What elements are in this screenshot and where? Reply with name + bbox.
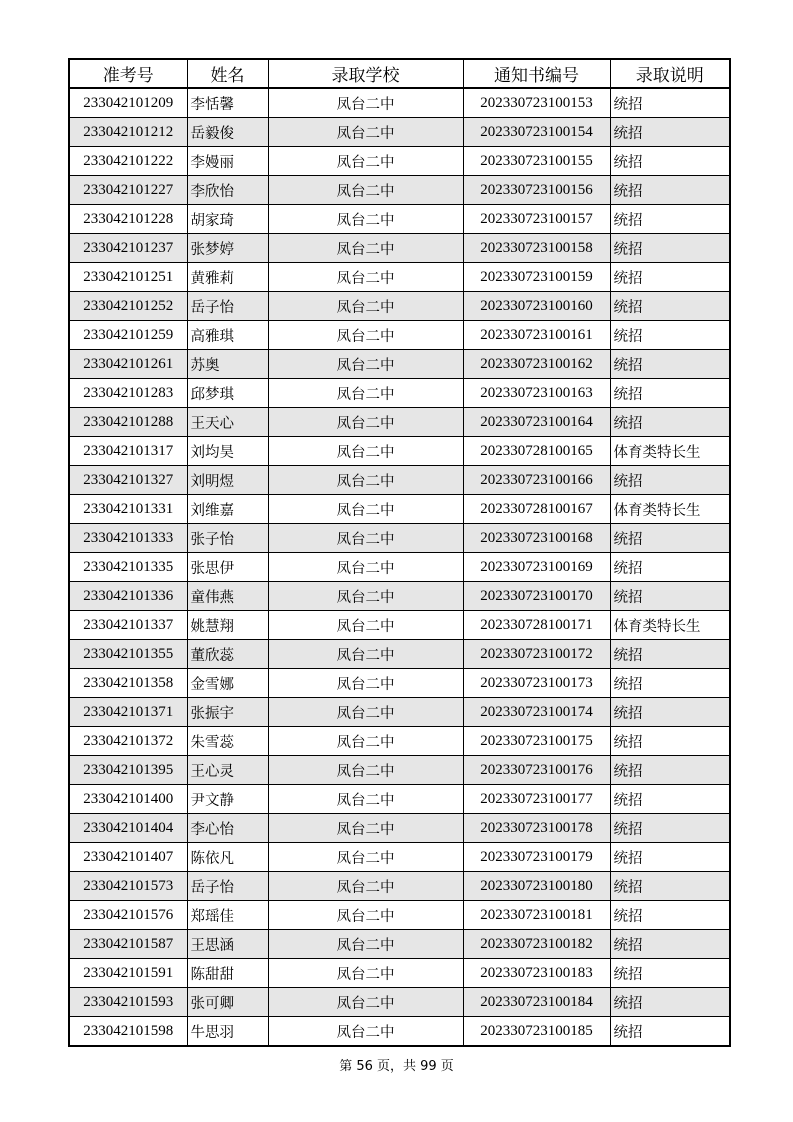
table-row — [69, 176, 730, 205]
school-cell: 凤台二中 — [268, 611, 463, 640]
table-row — [69, 292, 730, 321]
student-name-cell: 张梦婷 — [187, 234, 268, 263]
notice-number-cell: 202330723100160 — [463, 292, 610, 321]
table-row — [69, 582, 730, 611]
header-exam-number: 准考号 — [69, 59, 187, 88]
exam-number-cell: 233042101259 — [69, 321, 187, 350]
exam-number-cell: 233042101252 — [69, 292, 187, 321]
admission-note-cell: 统招 — [610, 814, 730, 843]
exam-number-cell: 233042101228 — [69, 205, 187, 234]
admission-note-cell: 统招 — [610, 843, 730, 872]
notice-number-cell: 202330723100156 — [463, 176, 610, 205]
exam-number-cell: 233042101209 — [69, 88, 187, 118]
exam-number-cell: 233042101593 — [69, 988, 187, 1017]
admission-note-cell: 统招 — [610, 292, 730, 321]
school-cell: 凤台二中 — [268, 350, 463, 379]
school-cell: 凤台二中 — [268, 263, 463, 292]
exam-number-cell: 233042101251 — [69, 263, 187, 292]
admission-note-cell: 统招 — [610, 698, 730, 727]
admission-note-cell: 统招 — [610, 379, 730, 408]
student-name-cell: 朱雪蕊 — [187, 727, 268, 756]
notice-number-cell: 202330723100157 — [463, 205, 610, 234]
school-cell: 凤台二中 — [268, 292, 463, 321]
admission-note-cell: 统招 — [610, 466, 730, 495]
student-name-cell: 岳子怡 — [187, 872, 268, 901]
exam-number-cell: 233042101407 — [69, 843, 187, 872]
school-cell: 凤台二中 — [268, 669, 463, 698]
admission-note-cell: 统招 — [610, 408, 730, 437]
school-cell: 凤台二中 — [268, 756, 463, 785]
student-name-cell: 岳毅俊 — [187, 118, 268, 147]
notice-number-cell: 202330723100174 — [463, 698, 610, 727]
student-name-cell: 李嫚丽 — [187, 147, 268, 176]
student-name-cell: 陈甜甜 — [187, 959, 268, 988]
table-row — [69, 727, 730, 756]
exam-number-cell: 233042101227 — [69, 176, 187, 205]
exam-number-cell: 233042101587 — [69, 930, 187, 959]
table-header-row — [69, 59, 730, 88]
table-row — [69, 524, 730, 553]
admission-note-cell: 统招 — [610, 205, 730, 234]
exam-number-cell: 233042101336 — [69, 582, 187, 611]
admission-note-cell: 统招 — [610, 263, 730, 292]
school-cell: 凤台二中 — [268, 814, 463, 843]
admission-note-cell: 统招 — [610, 524, 730, 553]
notice-number-cell: 202330723100155 — [463, 147, 610, 176]
header-name: 姓名 — [187, 59, 268, 88]
school-cell: 凤台二中 — [268, 640, 463, 669]
exam-number-cell: 233042101283 — [69, 379, 187, 408]
school-cell: 凤台二中 — [268, 234, 463, 263]
exam-number-cell: 233042101591 — [69, 959, 187, 988]
student-name-cell: 郑瑶佳 — [187, 901, 268, 930]
exam-number-cell: 233042101395 — [69, 756, 187, 785]
table-row — [69, 872, 730, 901]
admission-note-cell: 统招 — [610, 930, 730, 959]
exam-number-cell: 233042101237 — [69, 234, 187, 263]
student-name-cell: 苏奥 — [187, 350, 268, 379]
notice-number-cell: 202330723100185 — [463, 1017, 610, 1047]
notice-number-cell: 202330723100177 — [463, 785, 610, 814]
student-name-cell: 董欣蕊 — [187, 640, 268, 669]
school-cell: 凤台二中 — [268, 205, 463, 234]
admission-note-cell: 统招 — [610, 785, 730, 814]
exam-number-cell: 233042101327 — [69, 466, 187, 495]
notice-number-cell: 202330723100154 — [463, 118, 610, 147]
student-name-cell: 黄雅莉 — [187, 263, 268, 292]
exam-number-cell: 233042101335 — [69, 553, 187, 582]
student-name-cell: 邱梦琪 — [187, 379, 268, 408]
table-row — [69, 88, 730, 118]
admission-note-cell: 统招 — [610, 756, 730, 785]
admission-note-cell: 统招 — [610, 901, 730, 930]
table-row — [69, 814, 730, 843]
exam-number-cell: 233042101576 — [69, 901, 187, 930]
notice-number-cell: 202330723100178 — [463, 814, 610, 843]
admission-note-cell: 体育类特长生 — [610, 611, 730, 640]
school-cell: 凤台二中 — [268, 1017, 463, 1047]
page-footer: 第 56 页，共 99 页 — [339, 1059, 454, 1074]
notice-number-cell: 202330723100168 — [463, 524, 610, 553]
school-cell: 凤台二中 — [268, 379, 463, 408]
notice-number-cell: 202330723100164 — [463, 408, 610, 437]
school-cell: 凤台二中 — [268, 959, 463, 988]
notice-number-cell: 202330723100176 — [463, 756, 610, 785]
notice-number-cell: 202330723100163 — [463, 379, 610, 408]
admission-note-cell: 统招 — [610, 872, 730, 901]
notice-number-cell: 202330723100158 — [463, 234, 610, 263]
admission-note-cell: 体育类特长生 — [610, 437, 730, 466]
school-cell: 凤台二中 — [268, 785, 463, 814]
table-row — [69, 930, 730, 959]
admission-note-cell: 统招 — [610, 147, 730, 176]
school-cell: 凤台二中 — [268, 930, 463, 959]
table-row — [69, 147, 730, 176]
notice-number-cell: 202330723100159 — [463, 263, 610, 292]
table-body — [69, 88, 730, 1046]
table-row — [69, 379, 730, 408]
admission-note-cell: 统招 — [610, 321, 730, 350]
table-row — [69, 466, 730, 495]
student-name-cell: 刘均昊 — [187, 437, 268, 466]
student-name-cell: 岳子怡 — [187, 292, 268, 321]
exam-number-cell: 233042101573 — [69, 872, 187, 901]
school-cell: 凤台二中 — [268, 988, 463, 1017]
admission-note-cell: 统招 — [610, 1017, 730, 1047]
school-cell: 凤台二中 — [268, 118, 463, 147]
school-cell: 凤台二中 — [268, 901, 463, 930]
exam-number-cell: 233042101222 — [69, 147, 187, 176]
notice-number-cell: 202330723100172 — [463, 640, 610, 669]
header-admission-note: 录取说明 — [610, 59, 730, 88]
admission-note-cell: 统招 — [610, 988, 730, 1017]
admission-note-cell: 统招 — [610, 88, 730, 118]
student-name-cell: 刘维嘉 — [187, 495, 268, 524]
admission-note-cell: 统招 — [610, 669, 730, 698]
student-name-cell: 张思伊 — [187, 553, 268, 582]
student-name-cell: 刘明煜 — [187, 466, 268, 495]
school-cell: 凤台二中 — [268, 147, 463, 176]
school-cell: 凤台二中 — [268, 408, 463, 437]
student-name-cell: 李恬馨 — [187, 88, 268, 118]
admission-table — [68, 58, 731, 1047]
table-row — [69, 756, 730, 785]
school-cell: 凤台二中 — [268, 88, 463, 118]
admission-note-cell: 统招 — [610, 176, 730, 205]
exam-number-cell: 233042101331 — [69, 495, 187, 524]
table-row — [69, 1017, 730, 1047]
admission-note-cell: 统招 — [610, 959, 730, 988]
student-name-cell: 李心怡 — [187, 814, 268, 843]
exam-number-cell: 233042101355 — [69, 640, 187, 669]
student-name-cell: 高雅琪 — [187, 321, 268, 350]
header-notice-number: 通知书编号 — [463, 59, 610, 88]
exam-number-cell: 233042101598 — [69, 1017, 187, 1047]
table-row — [69, 495, 730, 524]
school-cell: 凤台二中 — [268, 727, 463, 756]
student-name-cell: 尹文静 — [187, 785, 268, 814]
notice-number-cell: 202330723100169 — [463, 553, 610, 582]
exam-number-cell: 233042101317 — [69, 437, 187, 466]
notice-number-cell: 202330723100181 — [463, 901, 610, 930]
notice-number-cell: 202330723100161 — [463, 321, 610, 350]
table-row — [69, 988, 730, 1017]
school-cell: 凤台二中 — [268, 437, 463, 466]
notice-number-cell: 202330728100165 — [463, 437, 610, 466]
table-row — [69, 350, 730, 379]
notice-number-cell: 202330723100175 — [463, 727, 610, 756]
school-cell: 凤台二中 — [268, 321, 463, 350]
school-cell: 凤台二中 — [268, 582, 463, 611]
admission-note-cell: 统招 — [610, 118, 730, 147]
table-row — [69, 321, 730, 350]
student-name-cell: 王天心 — [187, 408, 268, 437]
table-row — [69, 611, 730, 640]
table-row — [69, 205, 730, 234]
table-row — [69, 843, 730, 872]
notice-number-cell: 202330723100182 — [463, 930, 610, 959]
student-name-cell: 张子怡 — [187, 524, 268, 553]
notice-number-cell: 202330723100183 — [463, 959, 610, 988]
admission-note-cell: 统招 — [610, 350, 730, 379]
school-cell: 凤台二中 — [268, 524, 463, 553]
table-row — [69, 234, 730, 263]
table-row — [69, 437, 730, 466]
student-name-cell: 张振宇 — [187, 698, 268, 727]
student-name-cell: 童伟燕 — [187, 582, 268, 611]
notice-number-cell: 202330723100170 — [463, 582, 610, 611]
exam-number-cell: 233042101261 — [69, 350, 187, 379]
notice-number-cell: 202330728100171 — [463, 611, 610, 640]
student-name-cell: 姚慧翔 — [187, 611, 268, 640]
table-row — [69, 698, 730, 727]
school-cell: 凤台二中 — [268, 495, 463, 524]
admission-note-cell: 统招 — [610, 640, 730, 669]
table-row — [69, 118, 730, 147]
student-name-cell: 牛思羽 — [187, 1017, 268, 1047]
table-row — [69, 263, 730, 292]
header-school: 录取学校 — [268, 59, 463, 88]
table-row — [69, 553, 730, 582]
school-cell: 凤台二中 — [268, 553, 463, 582]
school-cell: 凤台二中 — [268, 843, 463, 872]
table-row — [69, 640, 730, 669]
admission-note-cell: 统招 — [610, 582, 730, 611]
notice-number-cell: 202330723100166 — [463, 466, 610, 495]
school-cell: 凤台二中 — [268, 466, 463, 495]
exam-number-cell: 233042101212 — [69, 118, 187, 147]
exam-number-cell: 233042101337 — [69, 611, 187, 640]
exam-number-cell: 233042101288 — [69, 408, 187, 437]
notice-number-cell: 202330723100184 — [463, 988, 610, 1017]
notice-number-cell: 202330723100173 — [463, 669, 610, 698]
admission-note-cell: 体育类特长生 — [610, 495, 730, 524]
student-name-cell: 王思涵 — [187, 930, 268, 959]
exam-number-cell: 233042101358 — [69, 669, 187, 698]
school-cell: 凤台二中 — [268, 872, 463, 901]
exam-number-cell: 233042101333 — [69, 524, 187, 553]
admission-note-cell: 统招 — [610, 553, 730, 582]
student-name-cell: 李欣怡 — [187, 176, 268, 205]
table-row — [69, 669, 730, 698]
student-name-cell: 王心灵 — [187, 756, 268, 785]
student-name-cell: 金雪娜 — [187, 669, 268, 698]
admission-note-cell: 统招 — [610, 234, 730, 263]
school-cell: 凤台二中 — [268, 698, 463, 727]
table-row — [69, 785, 730, 814]
student-name-cell: 陈依凡 — [187, 843, 268, 872]
student-name-cell: 胡家琦 — [187, 205, 268, 234]
notice-number-cell: 202330723100180 — [463, 872, 610, 901]
school-cell: 凤台二中 — [268, 176, 463, 205]
table-row — [69, 901, 730, 930]
exam-number-cell: 233042101372 — [69, 727, 187, 756]
exam-number-cell: 233042101404 — [69, 814, 187, 843]
student-name-cell: 张可卿 — [187, 988, 268, 1017]
admission-note-cell: 统招 — [610, 727, 730, 756]
exam-number-cell: 233042101371 — [69, 698, 187, 727]
notice-number-cell: 202330723100153 — [463, 88, 610, 118]
notice-number-cell: 202330728100167 — [463, 495, 610, 524]
table-row — [69, 959, 730, 988]
table-row — [69, 408, 730, 437]
notice-number-cell: 202330723100179 — [463, 843, 610, 872]
notice-number-cell: 202330723100162 — [463, 350, 610, 379]
exam-number-cell: 233042101400 — [69, 785, 187, 814]
